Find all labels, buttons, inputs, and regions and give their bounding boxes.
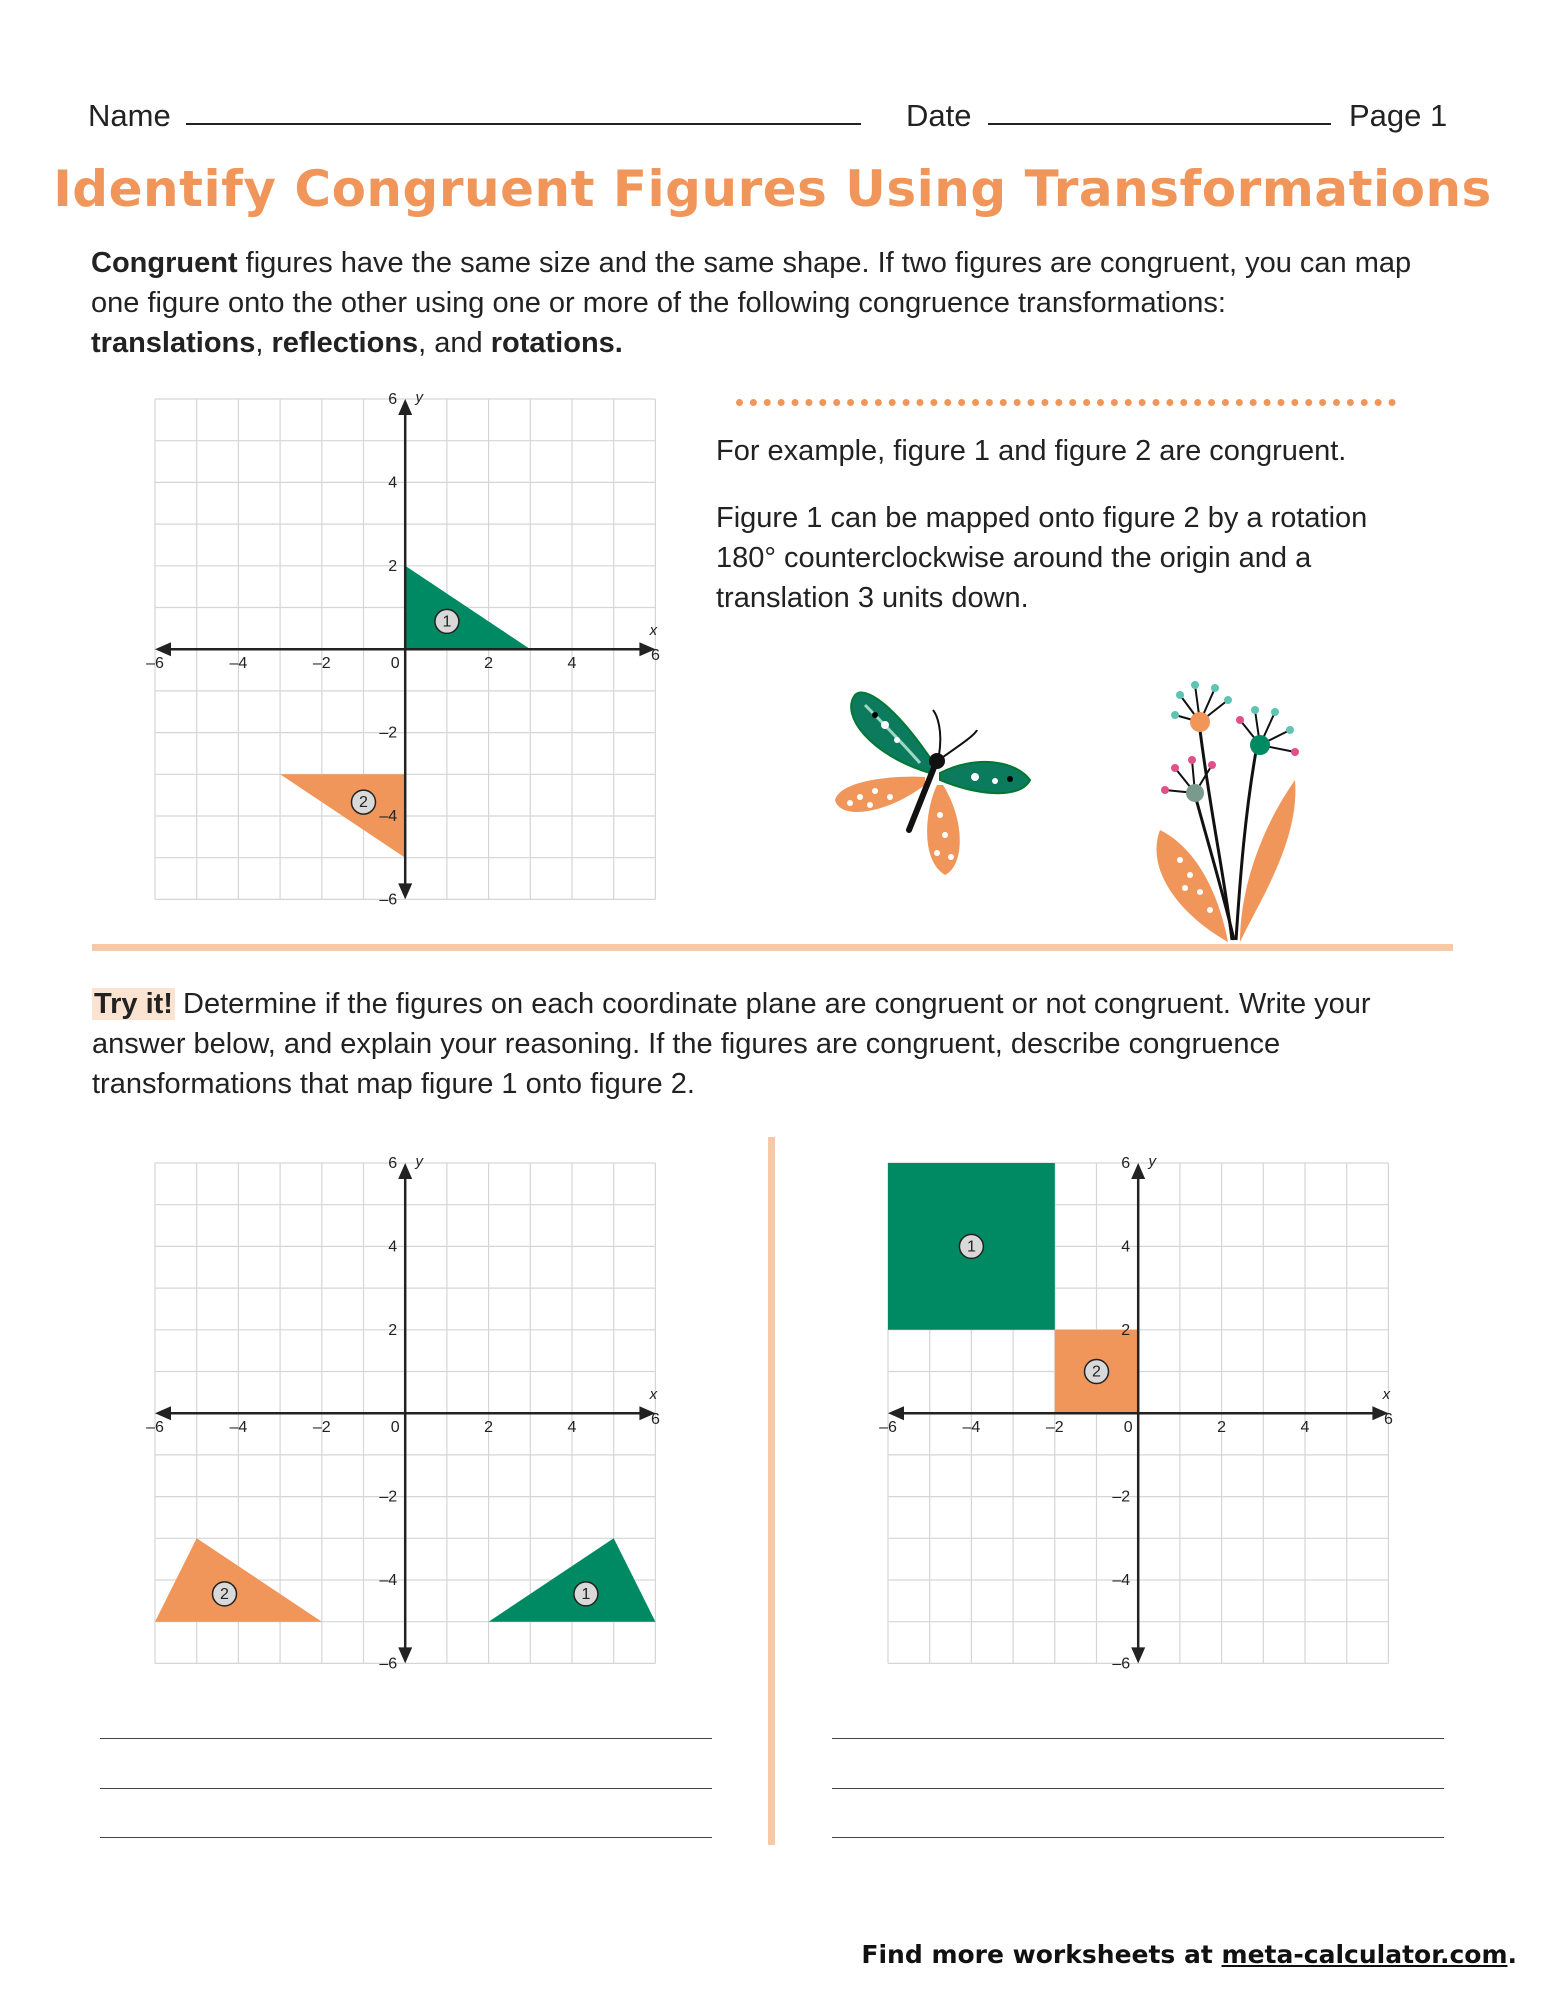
footer-prefix: Find more worksheets at — [861, 1940, 1222, 1969]
x-tick-label: 0 — [390, 1419, 400, 1437]
figure-1-label: 1 — [581, 1585, 591, 1603]
y-tick-label: –4 — [379, 1572, 398, 1589]
y-tick-label: 4 — [388, 474, 398, 492]
y-tick-label: 2 — [388, 557, 398, 575]
x-tick-label: 0 — [1123, 1419, 1133, 1437]
y-tick-label: –2 — [1112, 1488, 1131, 1506]
figure-1-label: 1 — [966, 1238, 976, 1256]
answer-line-2-3[interactable] — [832, 1837, 1444, 1838]
problem-2-coordinate-plane — [868, 1148, 1408, 1678]
x-tick-label: 2 — [1217, 1419, 1227, 1437]
footer-suffix: . — [1507, 1940, 1517, 1969]
x-tick-label: –4 — [229, 655, 248, 673]
intro-paragraph — [91, 243, 1421, 363]
reflections-term: reflections — [271, 327, 419, 359]
y-tick-label: 2 — [388, 1321, 398, 1339]
y-tick-label: 6 — [1121, 1155, 1131, 1172]
problem-1-coordinate-plane — [135, 1148, 675, 1678]
worksheet-title: Identify Congruent Figures Using Transformations — [53, 160, 1492, 218]
y-tick-label: –4 — [379, 808, 398, 825]
y-tick-label: –2 — [379, 1488, 398, 1506]
figure-2-label: 2 — [220, 1585, 229, 1603]
y-arrow-up — [1131, 1163, 1145, 1179]
name-label: Name — [88, 98, 171, 133]
dotted-divider — [736, 399, 1396, 406]
y-tick-label: –6 — [379, 1655, 398, 1673]
y-tick-label: –6 — [1112, 1655, 1131, 1673]
answer-line-1-1[interactable] — [100, 1738, 712, 1739]
x-tick-label: 2 — [484, 1419, 494, 1437]
figure-1-label: 1 — [442, 613, 452, 631]
try-it-label: Try it! — [94, 988, 173, 1020]
y-tick-label: –2 — [379, 724, 398, 742]
footer — [861, 1940, 1517, 1969]
translations-term: translations — [91, 327, 256, 359]
x-tick-label: –2 — [312, 1419, 331, 1437]
x-tick-label: –4 — [229, 1419, 248, 1437]
answer-line-1-3[interactable] — [100, 1837, 712, 1838]
try-it-text: Determine if the figures on each coordinate plane are congruent or not congruent. Write your answer below, and explain your reasoning. If the figures are congruent, describe congruence transformations that map figure 1 onto figure 2. — [92, 988, 1371, 1100]
x-tick-label: 6 — [650, 1411, 660, 1429]
example-line-1: For example, figure 1 and figure 2 are congruent. — [716, 435, 1347, 467]
name-field[interactable] — [186, 123, 861, 125]
intro-text: figures have the same size and the same shape. If two figures are congruent, you can map one figure onto the other using one or more of the following congruence transformations: — [91, 247, 1412, 319]
answer-line-2-1[interactable] — [832, 1738, 1444, 1739]
y-axis-label: y — [1148, 1153, 1156, 1170]
x-axis-label: x — [649, 622, 658, 640]
rotations-term: rotations. — [490, 327, 623, 359]
y-arrow-down — [398, 1647, 412, 1663]
flowers-illustration — [1140, 660, 1315, 945]
y-arrow-up — [398, 1163, 412, 1179]
x-tick-label: 6 — [1383, 1411, 1393, 1429]
x-tick-label: 0 — [390, 655, 400, 673]
section-divider — [92, 944, 1453, 951]
y-tick-label: 4 — [388, 1238, 398, 1256]
x-arrow-left — [155, 642, 171, 656]
x-tick-label: 2 — [484, 655, 494, 673]
y-arrow-up — [398, 399, 412, 415]
x-tick-label: 6 — [650, 647, 660, 665]
y-axis-label: y — [415, 389, 423, 406]
date-field[interactable] — [988, 123, 1331, 125]
comma: , — [255, 327, 264, 359]
figure-2-label: 2 — [1092, 1363, 1101, 1381]
y-arrow-down — [1131, 1647, 1145, 1663]
y-tick-label: 2 — [1121, 1321, 1131, 1339]
x-arrow-left — [888, 1406, 904, 1420]
congruent-term: Congruent — [91, 247, 238, 279]
answer-line-2-2[interactable] — [832, 1788, 1444, 1789]
footer-link[interactable]: meta-calculator.com — [1221, 1940, 1508, 1969]
figure-2-label: 2 — [359, 794, 368, 812]
page-number: Page 1 — [1349, 98, 1448, 133]
example-coordinate-plane — [135, 384, 675, 914]
x-tick-label: –4 — [962, 1419, 981, 1437]
x-tick-label: –6 — [146, 655, 164, 673]
x-tick-label: 4 — [567, 1419, 577, 1437]
butterfly-illustration — [825, 685, 1035, 880]
try-it-paragraph — [92, 984, 1432, 1104]
x-tick-label: 4 — [1300, 1419, 1310, 1437]
x-tick-label: –2 — [1045, 1419, 1064, 1437]
x-tick-label: –6 — [146, 1419, 164, 1437]
x-tick-label: –6 — [879, 1419, 897, 1437]
vertical-divider — [768, 1137, 775, 1845]
y-axis-label: y — [415, 1153, 423, 1170]
y-tick-label: 4 — [1121, 1238, 1131, 1256]
answer-line-1-2[interactable] — [100, 1788, 712, 1789]
example-line-2: Figure 1 can be mapped onto figure 2 by a rotation 180° counterclockwise around the origin and a translation 3 units down. — [716, 502, 1368, 614]
x-axis-label: x — [649, 1386, 658, 1404]
x-tick-label: –2 — [312, 655, 331, 673]
axes — [161, 405, 649, 893]
y-tick-label: 6 — [388, 1155, 398, 1172]
and-text: , and — [418, 327, 483, 359]
y-arrow-down — [398, 883, 412, 899]
date-label: Date — [906, 98, 972, 133]
x-axis-label: x — [1382, 1386, 1391, 1404]
y-tick-label: –4 — [1112, 1572, 1131, 1589]
y-tick-label: 6 — [388, 391, 398, 408]
x-tick-label: 4 — [567, 655, 577, 673]
x-arrow-left — [155, 1406, 171, 1420]
y-tick-label: –6 — [379, 891, 398, 909]
